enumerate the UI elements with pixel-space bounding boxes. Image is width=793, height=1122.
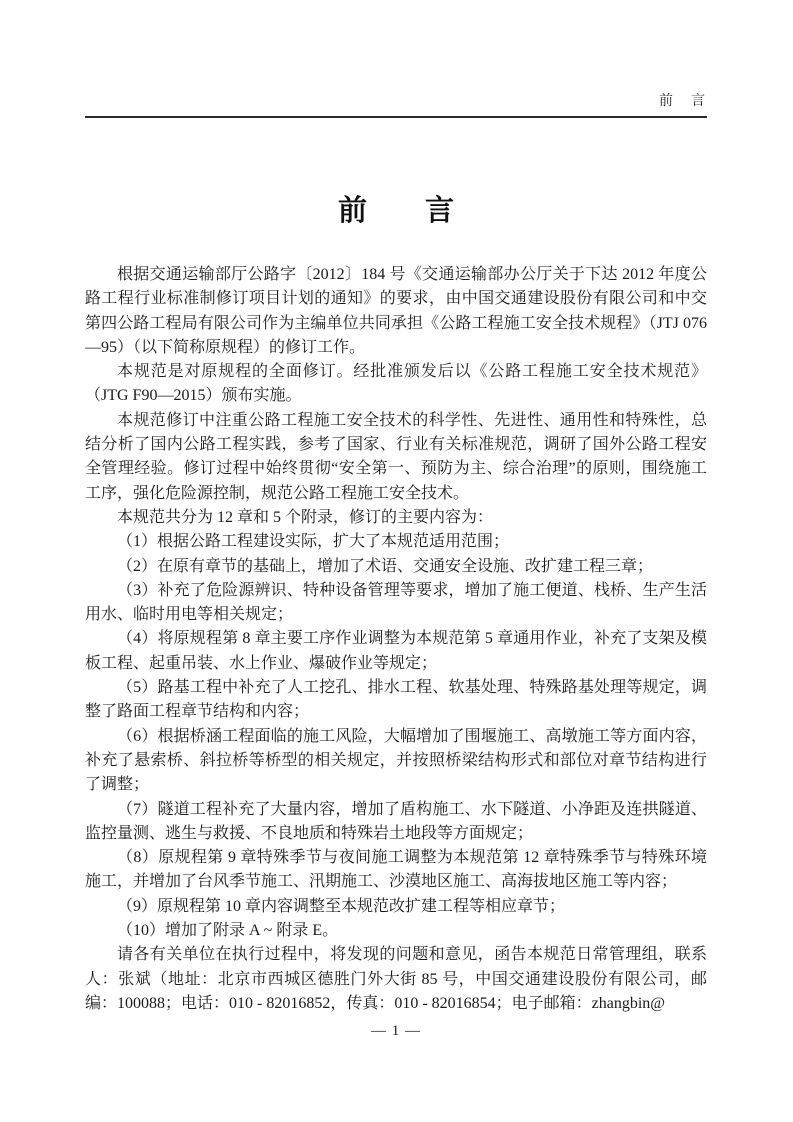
- paragraph: （2）在原有章节的基础上，增加了术语、交通安全设施、改扩建工程三章；: [117, 557, 654, 575]
- paragraph: 本规范共分为 12 章和 5 个附录，修订的主要内容为：: [117, 508, 494, 526]
- header-rule: [85, 116, 707, 118]
- paragraph: 本规范是对原规程的全面修订。经批准颁发后以《公路工程施工安全技术规范》（JTG F90—2015）颁布实施。: [85, 363, 707, 405]
- paragraph: （8）原规程第 9 章特殊季节与夜间施工调整为本规范第 12 章特殊季节与特殊环境施工，并增加了台风季节施工、汛期施工、沙漠地区施工、高海拔地区施工等内容；: [85, 849, 707, 891]
- running-header-title: 前 言: [659, 94, 707, 109]
- paragraph: （1）根据公路工程建设实际，扩大了本规范适用范围；: [117, 533, 510, 551]
- paragraph: （5）路基工程中补充了人工挖孔、排水工程、软基处理、特殊路基处理等规定，调整了路面工程章节结构和内容；: [85, 679, 707, 721]
- paragraph: （4）将原规程第 8 章主要工序作业调整为本规范第 5 章通用作业，补充了支架及模板工程、起重吊装、水上作业、爆破作业等规定；: [85, 630, 707, 672]
- preface-body: [85, 263, 707, 1016]
- page-title: 前 言: [337, 195, 454, 227]
- paragraph: （7）隧道工程补充了大量内容，增加了盾构施工、水下隧道、小净距及连拱隧道、监控量测、逃生与救援、不良地质和特殊岩土地段等方面规定；: [85, 800, 707, 842]
- paragraph: （9）原规程第 10 章内容调整至本规范改扩建工程等相应章节；: [117, 897, 566, 915]
- paragraph: （3）补充了危险源辨识、特种设备管理等要求，增加了施工便道、栈桥、生产生活用水、临时用电等相关规定；: [85, 581, 707, 624]
- page-number: — 1 —: [371, 1023, 421, 1039]
- paragraph: 本规范修订中注重公路工程施工安全技术的科学性、先进性、通用性和特殊性，总结分析了国内公路工程实践，参考了国家、行业有关标准规范，调研了国外公路工程安全管理经验。修订过程中始终贯彻“安全第一、预防为主、综合治理”的原则，围绕施工工序，强化危险源控制，规范公路工程施工安全技术。: [85, 411, 707, 502]
- paragraph: （10）增加了附录 A ~ 附录 E。: [117, 922, 339, 940]
- paragraph: 根据交通运输部厅公路字〔2012〕184 号《交通运输部办公厅关于下达 2012 年度公路工程行业标准制修订项目计划的通知》的要求，由中国交通建设股份有限公司和中交第四公路工程局有限公司作为主编单位共同承担《公路工程施工安全技术规程》（JTJ 076—95）（以下简称原规程）的修订工作。: [85, 266, 707, 356]
- paragraph: （6）根据桥涵工程面临的施工风险，大幅增加了围堰施工、高墩施工等方面内容，补充了悬索桥、斜拉桥等桥型的相关规定，并按照桥梁结构形式和部位对章节结构进行了调整；: [85, 727, 707, 794]
- paragraph: 请各有关单位在执行过程中，将发现的问题和意见，函告本规范日常管理组，联系人：张斌（地址：北京市西城区德胜门外大街 85 号，中国交通建设股份有限公司，邮编：100088；电话：010 - 82016852，传真：010 - 82016854；电子邮箱：zhangbin@: [85, 946, 707, 1012]
